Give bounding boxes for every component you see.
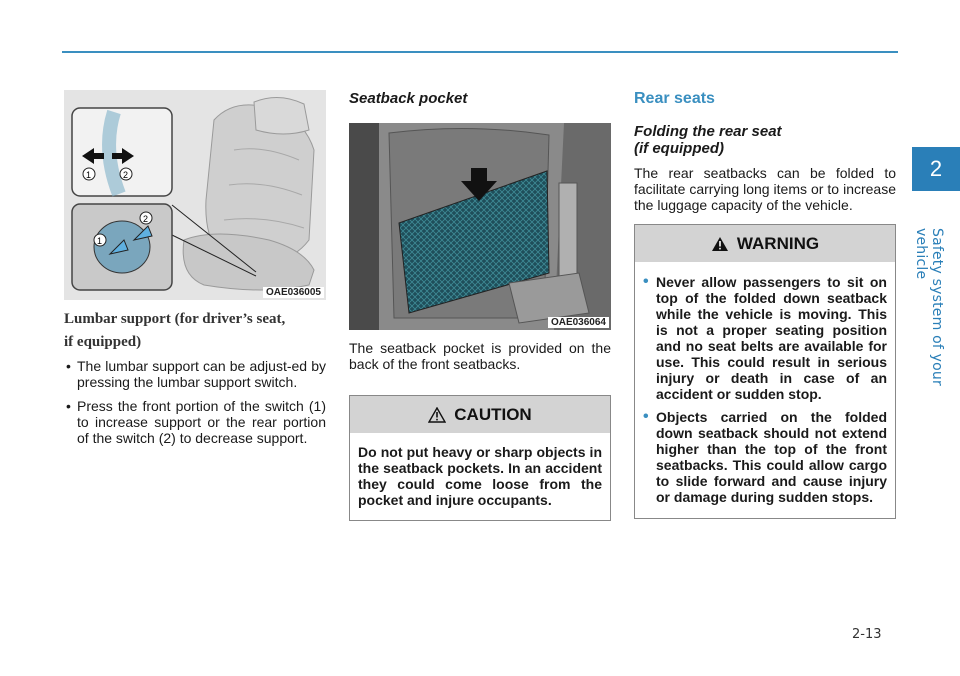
chapter-tab: 2 bbox=[912, 147, 960, 191]
figure-label-1: 1 bbox=[86, 170, 92, 180]
seatback-pocket-heading: Seatback pocket bbox=[349, 90, 468, 107]
folding-description: The rear seatbacks can be folded to facilitate carrying long items or to increase the luggage capacity of the vehicle. bbox=[634, 165, 896, 213]
lumbar-bullets bbox=[64, 358, 326, 446]
warning-triangle-icon bbox=[711, 236, 729, 252]
warning-header bbox=[635, 225, 895, 262]
figure-code: OAE036064 bbox=[548, 317, 609, 328]
warning-title: WARNING bbox=[736, 233, 820, 253]
column-seatback-pocket bbox=[349, 90, 611, 521]
figure-label-2: 2 bbox=[143, 214, 149, 224]
list-item: • Press the front portion of the switch (1) to increase support or the rear portion of the switch (2) to decrease support. bbox=[64, 398, 326, 446]
list-item: • The lumbar support can be adjust-ed by pressing the lumbar support switch. bbox=[64, 358, 326, 390]
caution-triangle-icon bbox=[428, 407, 446, 423]
figure-code: OAE036005 bbox=[263, 287, 324, 298]
caution-text: Do not put heavy or sharp objects in the seatback pockets. In an accident they could come loose from the pocket and injure occupants. bbox=[358, 444, 602, 508]
caution-box bbox=[349, 395, 611, 521]
warning-box bbox=[634, 224, 896, 519]
lumbar-heading: Lumbar support (for driver’s seat, if equipped) bbox=[64, 311, 286, 350]
list-item: • Objects carried on the folded down seatback should not extend higher than the top of the front seatbacks. This could allow cargo to slide forward and cause injury or damage during sudden stops. bbox=[643, 409, 887, 505]
figure-label-1: 1 bbox=[97, 236, 103, 246]
caution-header bbox=[350, 396, 610, 433]
chapter-title: Safety system of your vehicle bbox=[913, 228, 945, 386]
lumbar-figure bbox=[64, 90, 326, 300]
list-item: • Never allow passengers to sit on top of the folded down seatback while the vehicle is moving. This is not a proper seating position and no seat belts are available for use. This could result in serious injury or death in case of an accident or sudden stop. bbox=[643, 274, 887, 402]
warning-body bbox=[635, 262, 895, 518]
column-rear-seats bbox=[634, 90, 896, 519]
column-lumbar bbox=[64, 90, 326, 454]
caution-title: CAUTION bbox=[454, 404, 532, 424]
lumbar-illustration bbox=[64, 90, 326, 300]
header-rule bbox=[62, 51, 898, 53]
figure-label-2: 2 bbox=[123, 170, 129, 180]
page-number: 2-13 bbox=[852, 627, 882, 642]
pocket-illustration bbox=[349, 123, 611, 330]
pocket-figure bbox=[349, 123, 611, 330]
pocket-description: The seatback pocket is provided on the back of the front seatbacks. bbox=[349, 340, 611, 372]
folding-heading: Folding the rear seat (if equipped) bbox=[634, 123, 782, 157]
rear-seats-heading: Rear seats bbox=[634, 90, 715, 107]
